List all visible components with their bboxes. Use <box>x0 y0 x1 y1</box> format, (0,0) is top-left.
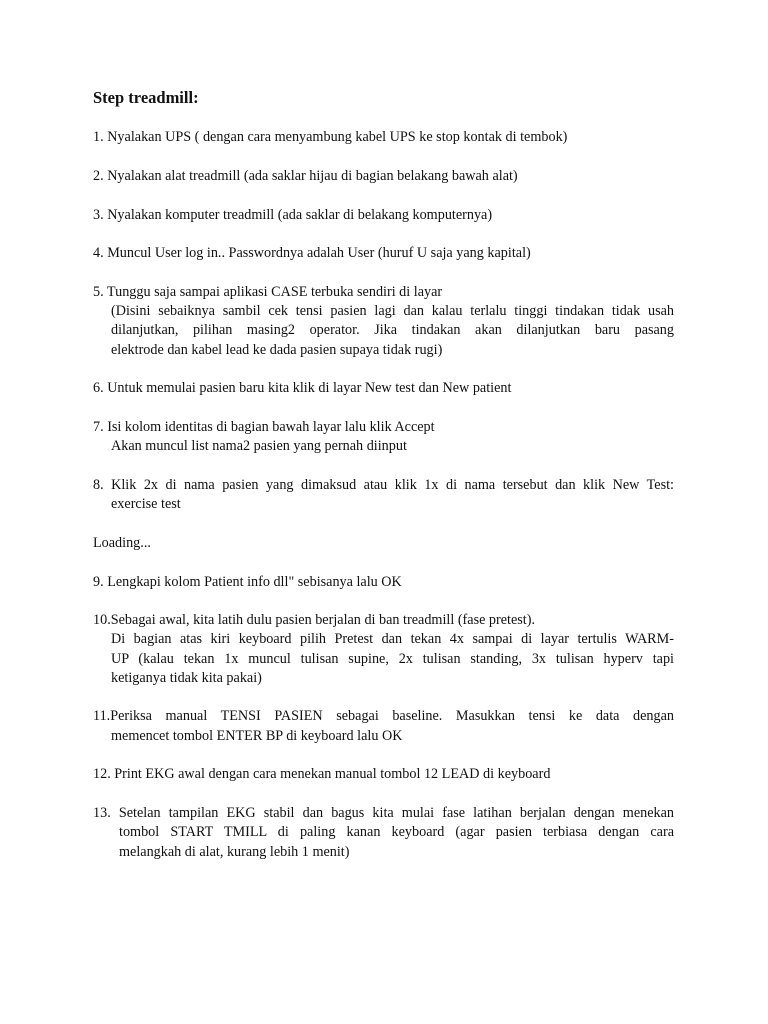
document-title: Step treadmill: <box>93 88 199 107</box>
step-13-line-3: melangkah di alat, kurang lebih 1 menit) <box>119 844 350 860</box>
step-13-line-1: 13. Setelan tampilan EKG stabil dan bagus kita mulai fase latihan berjalan dengan menekan <box>93 805 674 821</box>
step-6: 6. Untuk memulai pasien baru kita klik di layar New test dan New patient <box>93 380 512 396</box>
step-5-line-3: dilanjutkan, pilihan masing2 operator. Jika tindakan akan dilanjutkan baru pasang <box>111 322 674 338</box>
step-7-line-1: 7. Isi kolom identitas di bagian bawah layar lalu klik Accept <box>93 419 435 435</box>
step-5-line-2: (Disini sebaiknya sambil cek tensi pasien lagi dan kalau terlalu tinggi tindakan tidak usah <box>111 303 674 319</box>
step-10-line-4: ketiganya tidak kita pakai) <box>111 670 262 686</box>
step-13-line-2: tombol START TMILL di paling kanan keyboard (agar pasien terbiasa dengan cara <box>119 824 674 840</box>
step-4: 4. Muncul User log in.. Passwordnya adalah User (huruf U saja yang kapital) <box>93 245 531 261</box>
step-9: 9. Lengkapi kolom Patient info dll" sebisanya lalu OK <box>93 574 402 590</box>
step-10-line-3: UP (kalau tekan 1x muncul tulisan supine, 2x tulisan standing, 3x tulisan hyperv tapi <box>111 651 674 667</box>
step-12: 12. Print EKG awal dengan cara menekan manual tombol 12 LEAD di keyboard <box>93 766 551 782</box>
step-10-line-2: Di bagian atas kiri keyboard pilih Pretest dan tekan 4x sampai di layar tertulis WARM- <box>111 631 674 647</box>
step-5-line-4: elektrode dan kabel lead ke dada pasien supaya tidak rugi) <box>111 342 443 358</box>
step-7-line-2: Akan muncul list nama2 pasien yang pernah diinput <box>111 438 407 454</box>
step-3: 3. Nyalakan komputer treadmill (ada saklar di belakang komputernya) <box>93 207 493 223</box>
step-8-line-1: 8. Klik 2x di nama pasien yang dimaksud atau klik 1x di nama tersebut dan klik New Test: <box>93 477 674 493</box>
step-2: 2. Nyalakan alat treadmill (ada saklar hijau di bagian belakang bawah alat) <box>93 168 518 184</box>
step-8-line-2: exercise test <box>111 496 181 512</box>
step-5-line-1: 5. Tunggu saja sampai aplikasi CASE terbuka sendiri di layar <box>93 284 443 300</box>
step-11-line-1: 11.Periksa manual TENSI PASIEN sebagai baseline. Masukkan tensi ke data dengan <box>93 708 674 724</box>
step-1: 1. Nyalakan UPS ( dengan cara menyambung kabel UPS ke stop kontak di tembok) <box>93 129 568 145</box>
loading-text: Loading... <box>93 535 151 551</box>
step-11-line-2: memencet tombol ENTER BP di keyboard lalu OK <box>111 728 403 744</box>
step-10-line-1: 10.Sebagai awal, kita latih dulu pasien berjalan di ban treadmill (fase pretest). <box>93 612 536 628</box>
